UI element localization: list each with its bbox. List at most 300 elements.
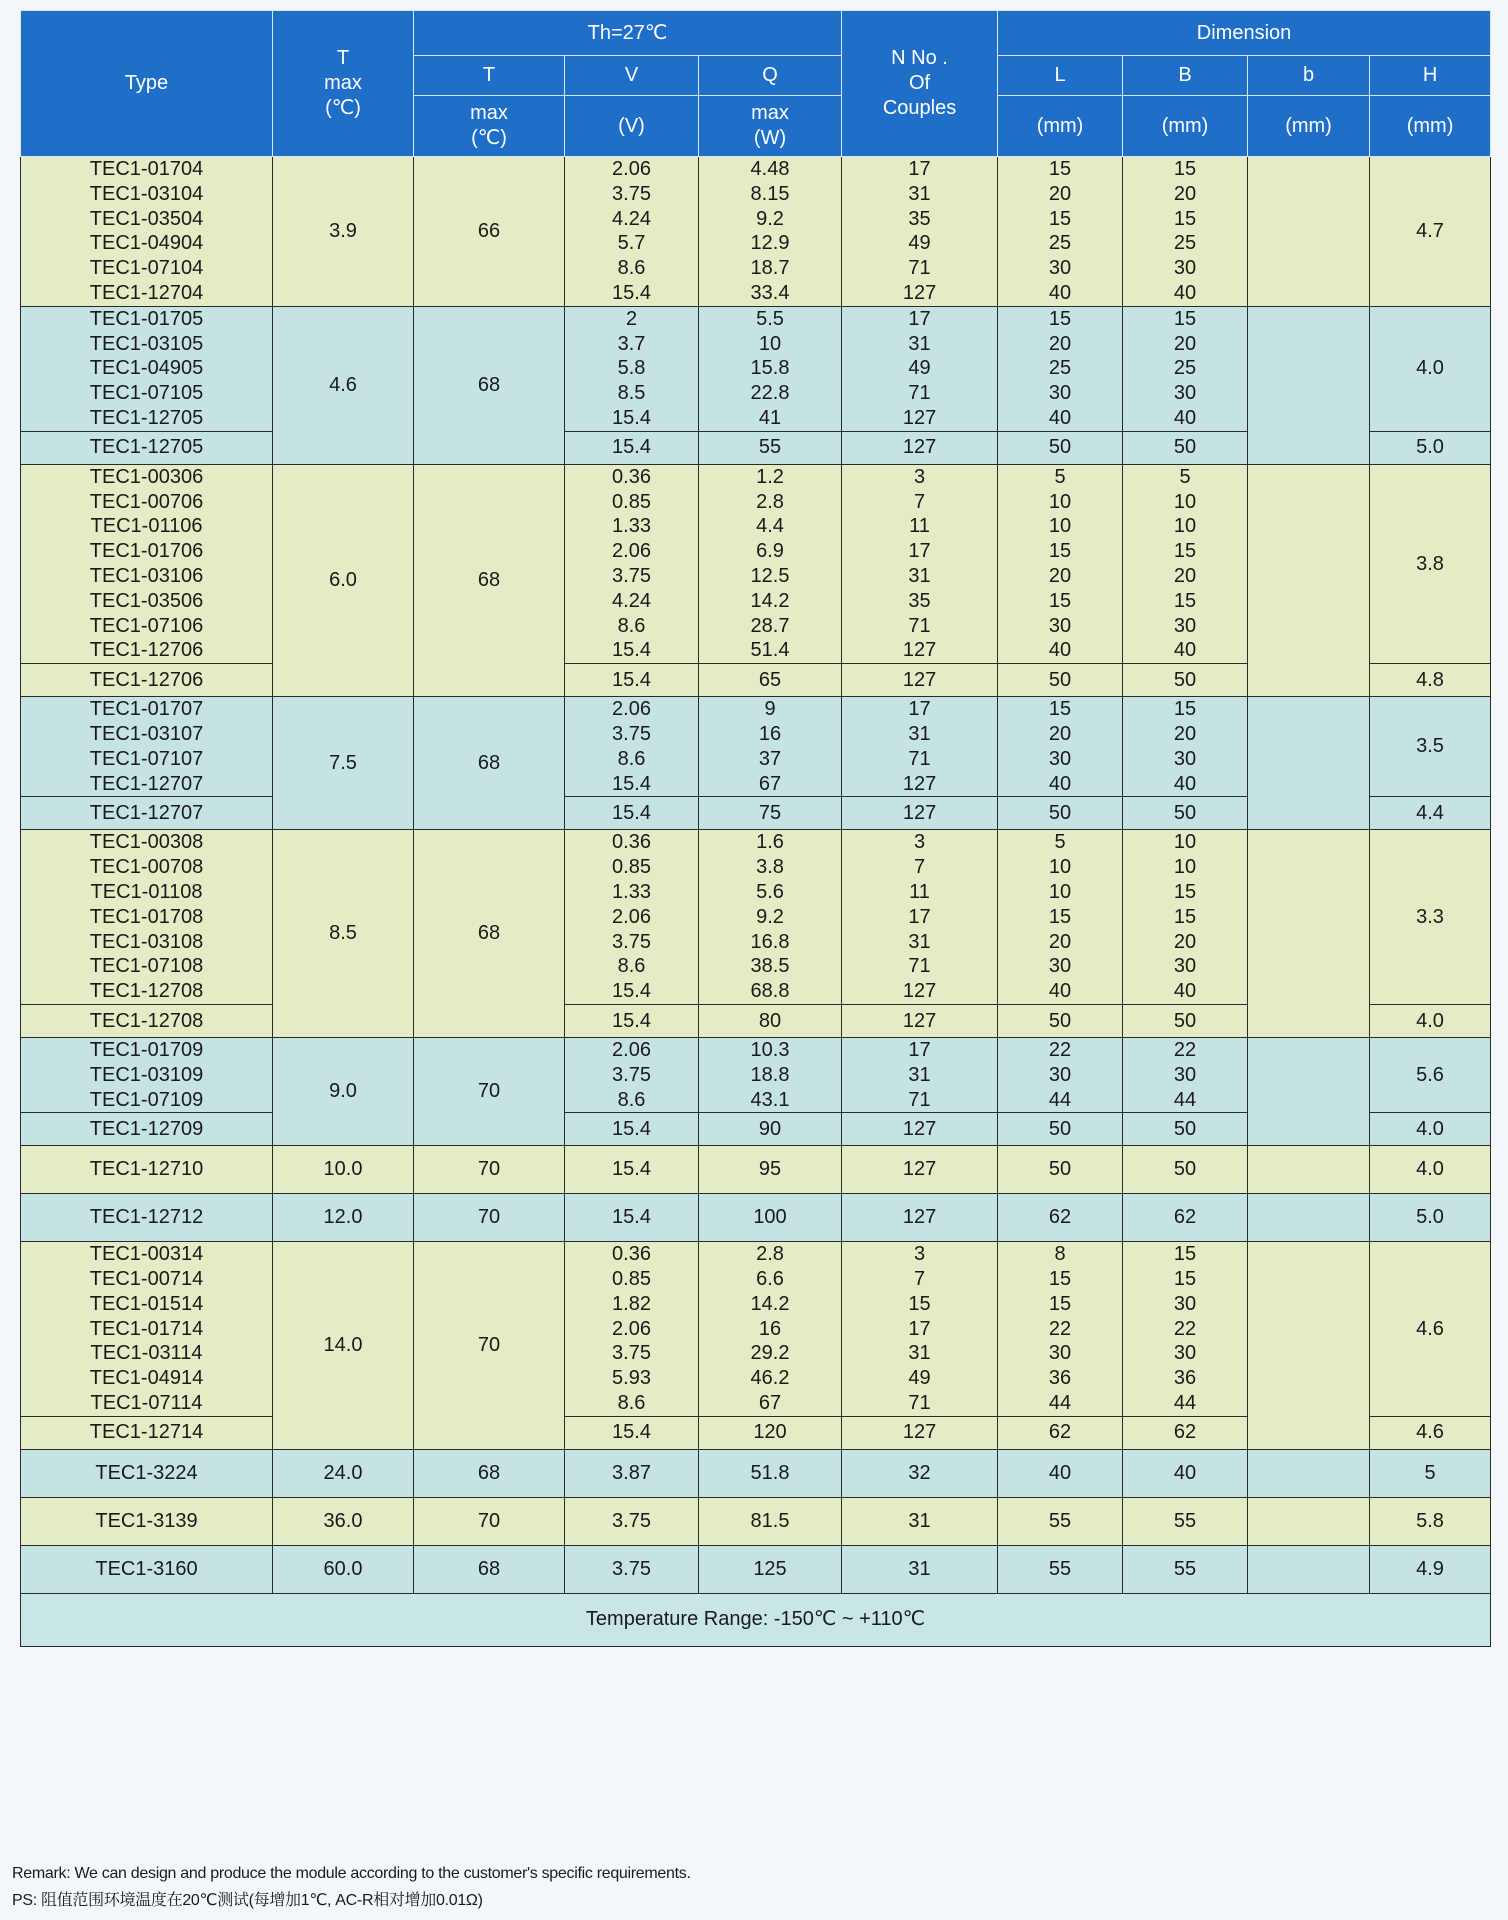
l-cell [998, 306, 1123, 431]
tmax-cell: 70 [414, 1194, 565, 1242]
b-big-cell-value: 40 [1173, 980, 1197, 1003]
l-cell [998, 1449, 1123, 1497]
v-cell-value: 0.85 [612, 1268, 651, 1291]
couples-cell-value: 7 [913, 1268, 926, 1291]
q-cell-value: 12.9 [750, 232, 790, 255]
q-cell-value: 38.5 [750, 955, 790, 978]
h-cell: 4.0 [1370, 306, 1491, 431]
tmax-cell: 68 [414, 1545, 565, 1593]
couples-cell-value: 31 [908, 1557, 931, 1580]
q-cell [699, 464, 842, 663]
l-cell-value: 30 [1048, 614, 1072, 637]
b-big-cell-value: 20 [1173, 332, 1197, 355]
q-cell-value: 68.8 [750, 980, 790, 1003]
b-big-cell-value: 30 [1173, 747, 1197, 770]
b-small-cell [1248, 1497, 1370, 1545]
unit-tmax: max (℃) [414, 96, 565, 157]
table-body [21, 157, 1491, 1594]
dimension-header: Dimension [998, 11, 1491, 56]
v-cell [565, 1146, 699, 1194]
b-big-cell-value: 30 [1173, 955, 1197, 978]
v-cell-value: 8.6 [617, 614, 646, 637]
delta-tmax-cell: 10.0 [273, 1146, 414, 1194]
col-type: Type [21, 11, 273, 157]
delta-tmax-cell: 6.0 [273, 464, 414, 696]
couples-cell-value: 49 [908, 357, 931, 380]
v-cell-value: 8.6 [617, 257, 646, 280]
v-cell: 15.4 [565, 797, 699, 830]
table-row [21, 1037, 1491, 1112]
v-cell-value: 0.36 [612, 1243, 651, 1266]
type-cell-value: TEC1-03506 [89, 589, 204, 612]
type-cell-value: TEC1-00306 [89, 465, 204, 488]
b-big-cell-value: 15 [1173, 207, 1197, 230]
l-cell: 50 [998, 1113, 1123, 1146]
b-small-cell [1248, 1449, 1370, 1497]
type-cell-value: TEC1-12707 [89, 772, 204, 795]
couples-cell-value: 31 [908, 1342, 931, 1365]
couples-cell-value: 71 [908, 614, 931, 637]
q-cell: 75 [699, 797, 842, 830]
l-cell [998, 1037, 1123, 1112]
type-cell-value: TEC1-07114 [90, 1392, 203, 1415]
type-cell-value: TEC1-03109 [89, 1063, 204, 1086]
b-big-cell-value: 15 [1173, 540, 1197, 563]
type-cell-value: TEC1-00308 [89, 831, 204, 854]
type-cell-value: TEC1-00706 [89, 490, 204, 513]
v-cell-value: 15.4 [612, 406, 651, 429]
b-big-cell-value: 20 [1173, 564, 1197, 587]
l-cell-value: 30 [1048, 1342, 1072, 1365]
q-cell-value: 12.5 [750, 564, 790, 587]
type-cell-value: TEC1-03114 [90, 1342, 203, 1365]
q-cell-value: 29.2 [750, 1342, 790, 1365]
type-cell [21, 830, 273, 1005]
couples-cell [842, 1194, 998, 1242]
q-cell-value: 16 [758, 1317, 782, 1340]
type-cell-value: TEC1-12706 [89, 639, 204, 662]
v-cell-value: 2 [625, 307, 638, 330]
q-cell [699, 1194, 842, 1242]
q-cell: 120 [699, 1416, 842, 1449]
type-cell [21, 1037, 273, 1112]
delta-tmax-cell: 36.0 [273, 1497, 414, 1545]
q-cell: 65 [699, 664, 842, 697]
v-cell-value: 0.36 [612, 831, 651, 854]
type-cell-value: TEC1-3139 [95, 1509, 198, 1532]
type-cell-value: TEC1-04904 [89, 232, 204, 255]
b-big-cell-value: 15 [1173, 158, 1197, 180]
type-cell [21, 1242, 273, 1417]
delta-tmax-cell: 24.0 [273, 1449, 414, 1497]
q-cell [699, 1497, 842, 1545]
l-cell-value: 10 [1048, 880, 1072, 903]
couples-cell-value: 71 [908, 382, 931, 405]
type-cell-value: TEC1-01707 [89, 698, 204, 721]
q-cell-value: 125 [753, 1557, 787, 1580]
couples-cell-value: 17 [908, 1038, 931, 1061]
b-big-cell-value: 40 [1173, 772, 1197, 795]
b-big-cell-value: 10 [1173, 490, 1197, 513]
q-cell-value: 51.4 [750, 639, 790, 662]
unit-b-big: (mm) [1123, 96, 1248, 157]
couples-cell-value: 17 [908, 698, 931, 721]
l-cell-value: 40 [1048, 980, 1072, 1003]
q-cell-value: 6.6 [756, 1268, 784, 1291]
q-cell-value: 14.2 [750, 589, 790, 612]
couples-cell-value: 7 [913, 856, 926, 879]
h-cell: 3.8 [1370, 464, 1491, 663]
b-big-cell-value: 15 [1173, 905, 1197, 928]
couples-cell-value: 17 [908, 307, 931, 330]
q-cell-value: 10 [758, 332, 782, 355]
table-row [21, 1242, 1491, 1417]
v-cell-value: 5.8 [617, 357, 646, 380]
type-cell-value: TEC1-01514 [89, 1292, 204, 1315]
q-cell-value: 18.8 [750, 1063, 790, 1086]
b-big-cell-value: 10 [1173, 515, 1197, 538]
q-cell-value: 1.2 [756, 465, 784, 488]
l-cell-value: 20 [1048, 722, 1072, 745]
q-cell-value: 46.2 [750, 1367, 790, 1390]
couples-cell-value: 31 [908, 722, 931, 745]
l-cell [998, 464, 1123, 663]
couples-cell [842, 1545, 998, 1593]
q-cell [699, 830, 842, 1005]
b-big-cell [1123, 697, 1248, 797]
b-big-cell-value: 15 [1173, 698, 1197, 721]
v-cell-value: 1.82 [612, 1292, 651, 1315]
l-cell-value: 40 [1048, 1461, 1072, 1484]
h-cell: 3.3 [1370, 830, 1491, 1005]
b-big-cell-value: 15 [1173, 307, 1197, 330]
v-cell-value: 0.85 [612, 856, 651, 879]
v-cell [565, 464, 699, 663]
type-cell-value: TEC1-03107 [89, 722, 204, 745]
type-cell-value: TEC1-03504 [89, 207, 204, 230]
l-cell-value: 10 [1048, 856, 1072, 879]
b-big-cell-value: 20 [1173, 930, 1197, 953]
l-cell-value: 62 [1048, 1206, 1072, 1229]
type-cell: TEC1-12705 [21, 431, 273, 464]
l-cell-value: 10 [1048, 490, 1072, 513]
b-big-cell [1123, 1242, 1248, 1417]
b-big-cell [1123, 1449, 1248, 1497]
q-cell-value: 37 [758, 747, 782, 770]
couples-cell [842, 1146, 998, 1194]
v-cell-value: 2.06 [612, 905, 651, 928]
v-cell [565, 1545, 699, 1593]
couples-cell [842, 1497, 998, 1545]
q-cell-value: 5.6 [756, 880, 784, 903]
ps-text: PS: 阻值范围环境温度在20℃测试(每增加1℃, AC-R相对增加0.01Ω) [12, 1892, 483, 1909]
b-big-cell-value: 20 [1173, 722, 1197, 745]
v-cell-value: 8.6 [617, 955, 646, 978]
type-cell [21, 1146, 273, 1194]
h-cell: 5 [1370, 1449, 1491, 1497]
delta-tmax-cell: 14.0 [273, 1242, 414, 1450]
type-cell-value: TEC1-01705 [89, 307, 204, 330]
q-cell-value: 10.3 [750, 1038, 790, 1061]
h-cell: 4.4 [1370, 797, 1491, 830]
b-big-cell [1123, 830, 1248, 1005]
l-cell [998, 830, 1123, 1005]
v-cell-value: 8.6 [617, 1088, 646, 1111]
b-small-cell [1248, 1242, 1370, 1450]
tmax-cell: 68 [414, 464, 565, 696]
b-big-cell-value: 30 [1173, 1063, 1197, 1086]
h-cell: 5.0 [1370, 431, 1491, 464]
q-cell [699, 1449, 842, 1497]
v-cell [565, 697, 699, 797]
v-cell-value: 15.4 [612, 1206, 651, 1229]
l-cell-value: 25 [1048, 232, 1072, 255]
b-big-cell: 50 [1123, 1113, 1248, 1146]
v-cell-value: 15.4 [612, 772, 651, 795]
couples-cell-value: 127 [902, 1206, 937, 1229]
b-big-cell-value: 62 [1173, 1206, 1197, 1229]
table-row [21, 1449, 1491, 1497]
v-cell-value: 0.36 [612, 465, 651, 488]
type-cell-value: TEC1-07109 [89, 1088, 204, 1111]
b-big-cell [1123, 1037, 1248, 1112]
couples-cell-value: 31 [908, 930, 931, 953]
l-cell-value: 40 [1048, 639, 1072, 662]
v-cell-value: 15.4 [612, 639, 651, 662]
type-cell [21, 306, 273, 431]
h-cell: 4.0 [1370, 1113, 1491, 1146]
unit-b-small: (mm) [1248, 96, 1370, 157]
table-row [21, 464, 1491, 663]
couples-cell: 127 [842, 431, 998, 464]
couples-cell-value: 11 [909, 515, 930, 538]
q-cell-value: 4.48 [750, 158, 790, 180]
b-big-cell-value: 15 [1173, 880, 1197, 903]
l-cell-value: 55 [1048, 1509, 1072, 1532]
q-cell [699, 1545, 842, 1593]
v-cell: 15.4 [565, 1416, 699, 1449]
b-big-cell-value: 20 [1173, 182, 1197, 205]
b-big-cell-value: 30 [1173, 257, 1197, 280]
v-cell-value: 3.75 [612, 1063, 651, 1086]
v-cell: 15.4 [565, 431, 699, 464]
v-cell-value: 2.06 [612, 1038, 651, 1061]
table-row [21, 1194, 1491, 1242]
couples-cell [842, 1242, 998, 1417]
b-big-cell: 50 [1123, 1004, 1248, 1037]
b-big-cell [1123, 306, 1248, 431]
table-header [21, 11, 1491, 157]
v-cell-value: 8.6 [617, 747, 646, 770]
type-cell-value: TEC1-12704 [89, 281, 204, 304]
v-cell [565, 157, 699, 307]
v-cell [565, 1194, 699, 1242]
q-cell-value: 33.4 [750, 281, 790, 304]
col-v: V [565, 56, 699, 96]
couples-cell-value: 71 [908, 257, 931, 280]
v-cell [565, 830, 699, 1005]
spec-table [20, 10, 1491, 1647]
type-cell-value: TEC1-01709 [89, 1038, 204, 1061]
b-big-cell-value: 25 [1173, 357, 1197, 380]
type-cell [21, 1545, 273, 1593]
h-cell: 4.7 [1370, 157, 1491, 307]
l-cell-value: 50 [1048, 1158, 1072, 1181]
b-big-cell-value: 15 [1173, 589, 1197, 612]
l-cell-value: 8 [1054, 1243, 1066, 1266]
h-cell: 5.0 [1370, 1194, 1491, 1242]
tmax-cell: 66 [414, 157, 565, 307]
couples-cell-value: 31 [908, 1063, 931, 1086]
b-big-cell-value: 40 [1173, 639, 1197, 662]
type-cell-value: TEC1-07105 [89, 382, 204, 405]
v-cell-value: 3.75 [612, 722, 651, 745]
type-cell [21, 157, 273, 307]
q-cell [699, 1037, 842, 1112]
type-cell [21, 697, 273, 797]
l-cell: 62 [998, 1416, 1123, 1449]
tmax-cell: 70 [414, 1146, 565, 1194]
b-small-cell [1248, 1037, 1370, 1145]
couples-cell [842, 1449, 998, 1497]
l-cell-value: 36 [1048, 1367, 1072, 1390]
l-cell-value: 30 [1048, 955, 1072, 978]
q-cell-value: 81.5 [750, 1509, 790, 1532]
type-cell-value: TEC1-3224 [95, 1461, 198, 1484]
b-big-cell-value: 22 [1173, 1038, 1197, 1061]
delta-tmax-cell: 12.0 [273, 1194, 414, 1242]
l-cell-value: 44 [1048, 1392, 1072, 1415]
b-small-cell [1248, 1146, 1370, 1194]
q-cell-value: 16.8 [750, 930, 790, 953]
q-cell-value: 95 [758, 1158, 782, 1181]
h-cell: 3.5 [1370, 697, 1491, 797]
col-b-big: B [1123, 56, 1248, 96]
b-big-cell-value: 44 [1173, 1392, 1197, 1415]
couples-cell-value: 71 [908, 1088, 931, 1111]
type-cell [21, 1194, 273, 1242]
couples-cell-value: 3 [913, 831, 926, 854]
couples-cell-value: 17 [908, 1317, 931, 1340]
type-cell-value: TEC1-12708 [89, 980, 204, 1003]
b-big-cell-value: 15 [1173, 1268, 1197, 1291]
v-cell-value: 3.75 [612, 1342, 651, 1365]
q-cell-value: 67 [758, 772, 782, 795]
col-q: Q [699, 56, 842, 96]
l-cell-value: 55 [1048, 1557, 1072, 1580]
b-big-cell: 62 [1123, 1416, 1248, 1449]
v-cell-value: 2.06 [612, 698, 651, 721]
type-cell [21, 1497, 273, 1545]
q-cell: 80 [699, 1004, 842, 1037]
delta-tmax-cell: 4.6 [273, 306, 414, 464]
v-cell-value: 2.06 [612, 158, 651, 180]
b-small-cell [1248, 157, 1370, 307]
couples-cell-value: 35 [908, 207, 931, 230]
b-small-cell [1248, 464, 1370, 696]
couples-cell-value: 71 [908, 1392, 931, 1415]
couples-cell-value: 31 [908, 1509, 931, 1532]
b-big-cell-value: 30 [1173, 614, 1197, 637]
tmax-cell: 68 [414, 697, 565, 830]
couples-cell-value: 17 [908, 540, 931, 563]
l-cell-value: 5 [1054, 831, 1066, 854]
b-big-cell [1123, 464, 1248, 663]
l-cell-value: 15 [1048, 307, 1072, 330]
q-cell-value: 3.8 [756, 856, 784, 879]
type-cell-value: TEC1-03104 [89, 182, 204, 205]
couples-cell-value: 127 [902, 980, 937, 1003]
q-cell-value: 2.8 [756, 490, 784, 513]
q-cell-value: 4.4 [756, 515, 784, 538]
l-cell-value: 15 [1048, 905, 1072, 928]
type-cell: TEC1-12707 [21, 797, 273, 830]
l-cell: 50 [998, 1004, 1123, 1037]
couples-cell-value: 49 [908, 232, 931, 255]
v-cell: 15.4 [565, 1113, 699, 1146]
type-cell-value: TEC1-03108 [89, 930, 204, 953]
table-row [21, 697, 1491, 797]
v-cell-value: 0.85 [612, 490, 651, 513]
l-cell-value: 30 [1048, 747, 1072, 770]
type-cell-value: TEC1-03105 [89, 332, 204, 355]
type-cell-value: TEC1-01704 [89, 158, 204, 180]
l-cell-value: 22 [1048, 1317, 1072, 1340]
couples-cell [842, 830, 998, 1005]
b-big-cell-value: 10 [1173, 856, 1197, 879]
couples-cell-value: 17 [908, 905, 931, 928]
type-cell: TEC1-12714 [21, 1416, 273, 1449]
v-cell [565, 1037, 699, 1112]
v-cell-value: 3.75 [612, 564, 651, 587]
type-cell-value: TEC1-01108 [90, 880, 203, 903]
b-big-cell [1123, 157, 1248, 307]
table-row [21, 830, 1491, 1005]
v-cell-value: 15.4 [612, 980, 651, 1003]
type-cell-value: TEC1-07104 [89, 257, 204, 280]
couples-cell-value: 127 [902, 772, 937, 795]
couples-cell-value: 127 [902, 281, 937, 304]
b-big-cell [1123, 1497, 1248, 1545]
b-big-cell-value: 55 [1173, 1509, 1197, 1532]
l-cell-value: 5 [1054, 465, 1066, 488]
type-cell: TEC1-12706 [21, 664, 273, 697]
q-cell-value: 9.2 [756, 207, 784, 230]
v-cell-value: 3.75 [612, 182, 651, 205]
q-cell-value: 9 [764, 698, 776, 721]
l-cell-value: 30 [1048, 1063, 1072, 1086]
q-cell-value: 22.8 [750, 382, 790, 405]
v-cell: 15.4 [565, 664, 699, 697]
b-big-cell: 50 [1123, 431, 1248, 464]
table-row [21, 1497, 1491, 1545]
q-cell: 55 [699, 431, 842, 464]
l-cell-value: 15 [1048, 698, 1072, 721]
l-cell-value: 15 [1048, 589, 1072, 612]
l-cell [998, 697, 1123, 797]
delta-tmax-cell: 60.0 [273, 1545, 414, 1593]
couples-cell-value: 11 [909, 880, 930, 903]
l-cell [998, 1146, 1123, 1194]
type-cell-value: TEC1-00708 [89, 856, 204, 879]
type-cell-value: TEC1-01106 [90, 515, 203, 538]
b-small-cell [1248, 697, 1370, 830]
v-cell [565, 1449, 699, 1497]
b-big-cell-value: 40 [1173, 1461, 1197, 1484]
type-cell-value: TEC1-12712 [89, 1206, 204, 1229]
v-cell-value: 15.4 [612, 1158, 651, 1181]
type-cell-value: TEC1-04905 [89, 357, 204, 380]
